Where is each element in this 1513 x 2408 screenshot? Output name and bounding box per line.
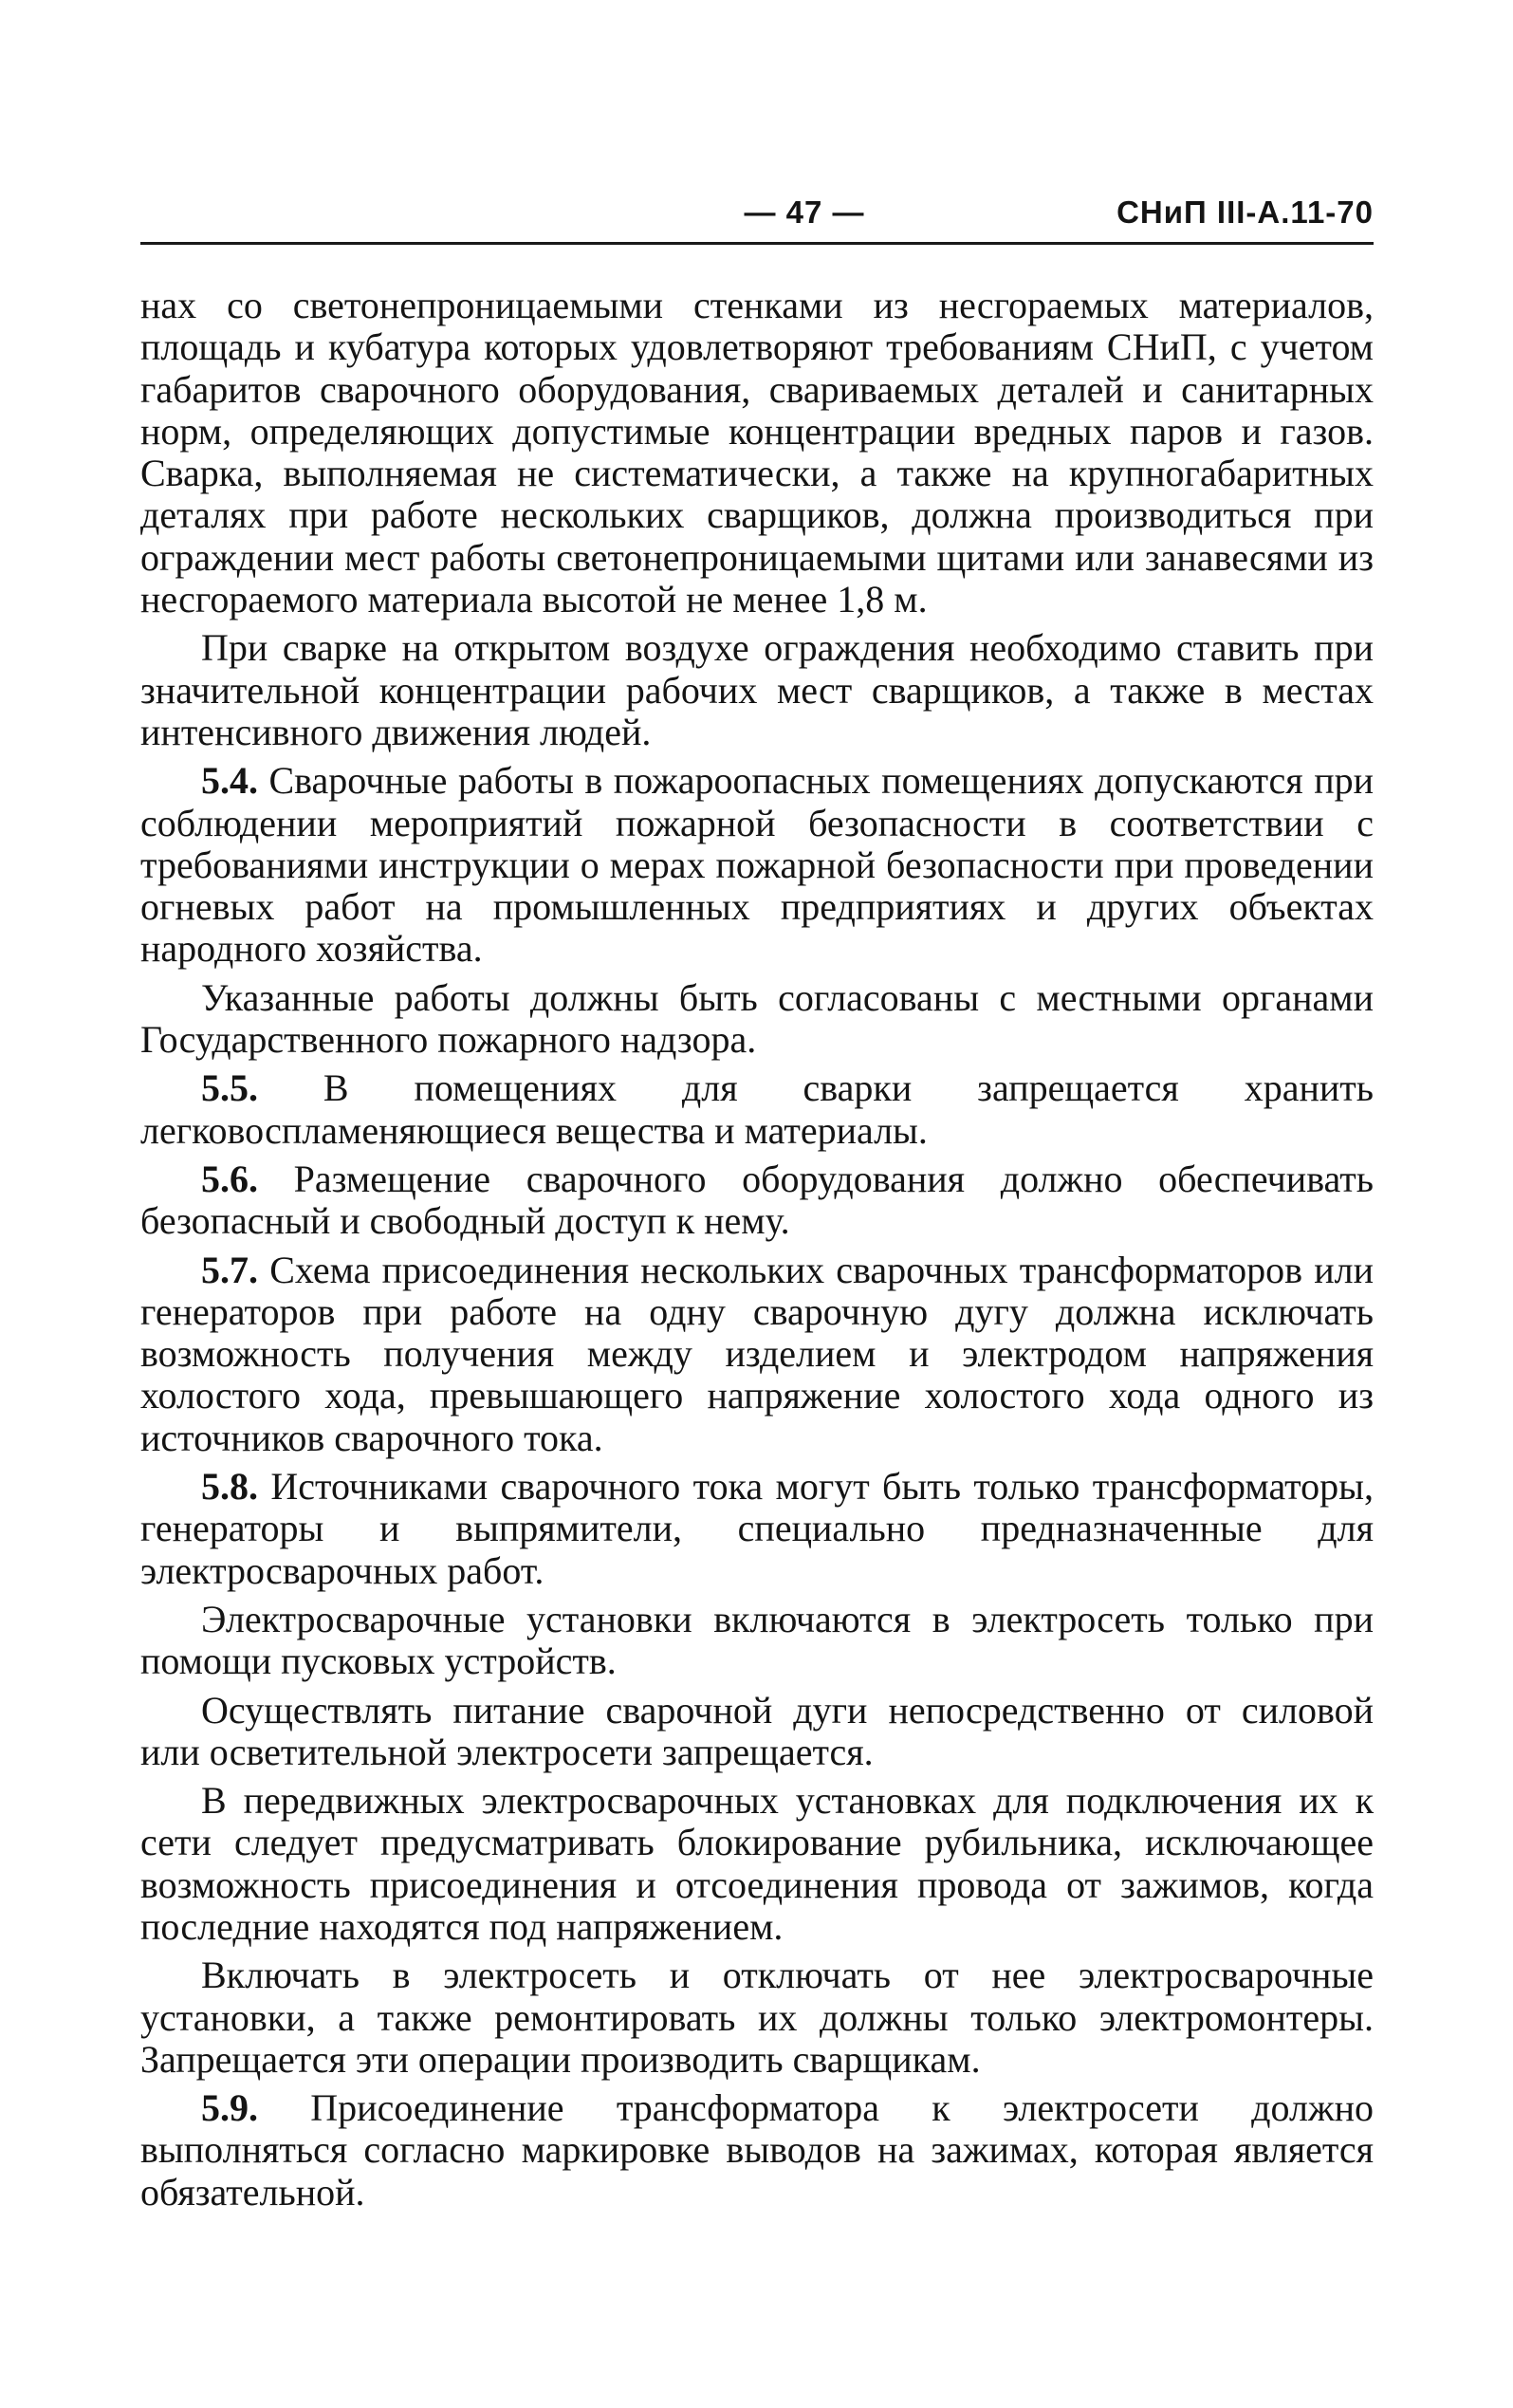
clause-number: 5.9. <box>201 2086 258 2130</box>
paragraph <box>140 1954 1374 2081</box>
clause-5-4 <box>140 760 1374 970</box>
header-rule <box>140 242 1374 245</box>
paragraph-text: В передвижных электросварочных установках для подключения их к сети следует предусматривать блокирование рубильника, исключающее возможность присоединения и отсоединения провода от зажимов, когда последние находятся под напряжением. <box>140 1779 1374 1948</box>
paragraph-text: Размещение сварочного оборудования должно обеспечивать безопасный и свободный доступ к нему. <box>140 1157 1375 1243</box>
paragraph-text: При сварке на открытом воздухе ограждения необходимо ставить при значительной концентрации рабочих мест сварщиков, а также в местах интенсивного движения людей. <box>140 626 1374 753</box>
paragraph-text: нах со светонепроницаемыми стенками из несгораемых материалов, площадь и кубатура которых удовлетворяют требованиям СНиП, с учетом габаритов сварочного оборудования, свариваемых деталей и санитарных норм, определяющих допустимые концентрации вредных паров и газов. Сварка, выполняемая не систематически, а также на крупногабаритных деталях при работе нескольких сварщиков, должна производиться при ограждении мест работы светонепроницаемыми щитами или занавесями из несгораемого материала высотой не менее 1,8 м. <box>140 284 1374 621</box>
paragraph-text: Схема присоединения нескольких сварочных трансформаторов или генераторов при работе на одну сварочную дугу должна исключать возможность получения между изделием и электродом напряжения холостого хода, превышающего напряжение холостого хода одного из источников сварочного тока. <box>140 1248 1375 1459</box>
page-header <box>140 194 1374 240</box>
clause-number: 5.4. <box>201 759 258 803</box>
paragraph <box>140 1599 1374 1683</box>
clause-number: 5.8. <box>201 1465 258 1509</box>
paragraph-text: Источниками сварочного тока могут быть только трансформаторы, генераторы и выпрямители, специально предназначенные для электросварочных работ. <box>140 1465 1375 1592</box>
body-text <box>140 285 1374 2220</box>
paragraph-text: Осуществлять питание сварочной дуги непосредственно от силовой или осветительной электросети запрещается. <box>140 1688 1374 1773</box>
paragraph-text: Сварочные работы в пожароопасных помещениях допускаются при соблюдении мероприятий пожарной безопасности в соответствии с требованиями инструкции о мерах пожарной безопасности при проведении огневых работ на промышленных предприятиях и других объектах народного хозяйства. <box>140 759 1375 971</box>
clause-5-5 <box>140 1067 1374 1152</box>
paragraph-text: Указанные работы должны быть согласованы с местными органами Государственного пожарного надзора. <box>140 975 1374 1062</box>
paragraph-text: Электросварочные установки включаются в электросеть только при помощи пусковых устройств. <box>140 1597 1374 1683</box>
paragraph-text: Включать в электросеть и отключать от нее электросварочные установки, а также ремонтировать их должны только электромонтеры. Запрещается эти операции производить сварщикам. <box>140 1954 1374 2081</box>
paragraph-text: В помещениях для сварки запрещается хранить легковоспламеняющиеся вещества и материалы. <box>140 1066 1374 1152</box>
clause-number: 5.6. <box>201 1157 258 1200</box>
clause-5-6 <box>140 1158 1374 1243</box>
clause-5-7 <box>140 1250 1374 1459</box>
paragraph <box>140 627 1374 753</box>
clause-5-9 <box>140 2087 1374 2214</box>
paragraph <box>140 285 1374 621</box>
paragraph <box>140 977 1374 1062</box>
clause-number: 5.7. <box>201 1248 258 1291</box>
clause-5-8 <box>140 1466 1374 1592</box>
paragraph <box>140 1780 1374 1948</box>
paragraph <box>140 1690 1374 1774</box>
document-code: СНиП III-А.11-70 <box>1116 194 1374 230</box>
paragraph-text: Присоединение трансформатора к электросети должно выполняться согласно маркировке выводов на зажимах, которая является обязательной. <box>140 2086 1375 2214</box>
clause-number: 5.5. <box>201 1066 258 1110</box>
page-number: — 47 — <box>744 194 865 230</box>
